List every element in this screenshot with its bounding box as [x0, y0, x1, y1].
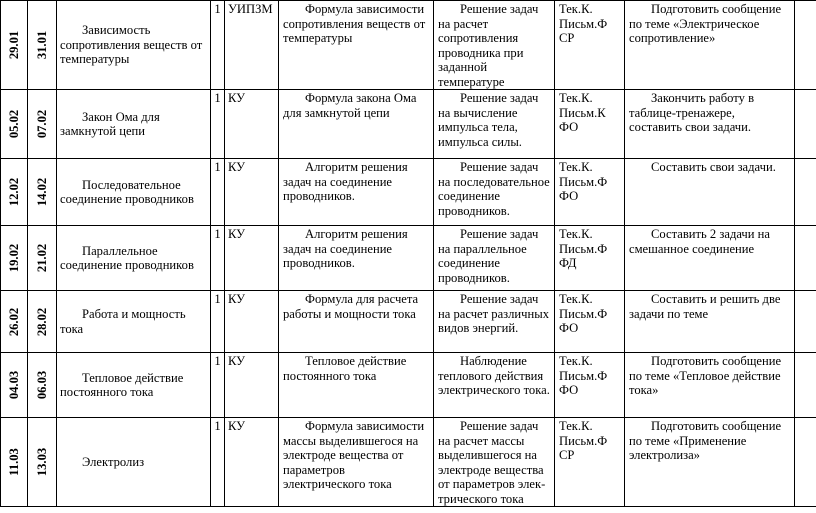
date-cell — [1, 90, 28, 159]
content-cell — [279, 1, 434, 90]
practice-text: Решение задач на последовательное соединение проводников. — [438, 160, 550, 218]
control-text: Тек.К. Письм.Ф ФО — [559, 354, 608, 397]
content-cell — [279, 226, 434, 291]
content-text: Формула зависимости сопротивления веществ от температуры — [283, 2, 426, 45]
content-cell — [279, 159, 434, 226]
date-cell — [1, 159, 28, 226]
date-start: 26.02 — [6, 307, 21, 336]
control-cell — [555, 353, 625, 418]
content-cell — [279, 418, 434, 507]
hours-cell — [211, 90, 225, 159]
table-row — [1, 90, 816, 159]
practice-cell — [434, 1, 555, 90]
control-cell — [555, 90, 625, 159]
lesson-type-text: КУ — [228, 419, 246, 433]
empty-cell — [795, 353, 816, 418]
homework-text: Подготовить сообщение по теме «Применение электролиза» — [629, 419, 782, 462]
lesson-type-cell — [225, 226, 279, 291]
date-start: 05.02 — [6, 109, 21, 139]
lesson-type-cell — [225, 1, 279, 90]
control-text: Тек.К. Письм.Ф СР — [559, 419, 608, 462]
topic-cell — [57, 418, 211, 507]
date-cell — [1, 418, 28, 507]
lesson-type-text: КУ — [228, 160, 246, 174]
control-cell — [555, 226, 625, 291]
topic-cell — [57, 353, 211, 418]
homework-cell — [625, 159, 795, 226]
table-row — [1, 159, 816, 226]
control-text: Тек.К. Письм.Ф СР — [559, 2, 608, 45]
lesson-type-text: КУ — [228, 354, 246, 368]
content-text: Алгоритм решения задач на соединение проводников. — [283, 227, 408, 270]
control-cell — [555, 1, 625, 90]
topic-text: Электролиз — [82, 454, 145, 469]
homework-text: Составить свои задачи. — [651, 160, 776, 174]
homework-text: Закончить работу в таблице-тренажере, составить свои задачи. — [629, 91, 755, 134]
date-cell — [28, 353, 57, 418]
date-start: 12.02 — [6, 177, 21, 207]
hours-cell — [211, 291, 225, 353]
date-start: 11.03 — [6, 448, 21, 476]
lesson-type-text: КУ — [228, 91, 246, 105]
date-start: 04.03 — [6, 370, 21, 400]
homework-text: Подготовить сообщение по теме «Тепловое действие тока» — [629, 354, 782, 397]
content-text: Алгоритм решения задач на соединение проводников. — [283, 160, 408, 203]
control-text: Тек.К. Письм.К ФО — [559, 91, 606, 134]
hours-cell — [211, 226, 225, 291]
lesson-type-cell — [225, 90, 279, 159]
date-cell — [1, 353, 28, 418]
content-text: Формула зависимости массы выделившегося на электроде вещества от параметров электрического тока — [283, 419, 425, 491]
topic-cell — [57, 291, 211, 353]
topic-cell — [57, 159, 211, 226]
date-end: 14.02 — [34, 177, 49, 207]
date-cell — [1, 1, 28, 90]
practice-cell — [434, 418, 555, 507]
date-cell — [28, 291, 57, 353]
topic-text: Последовательное соединение проводников — [60, 177, 194, 206]
topic-text: Параллельное соединение проводников — [60, 243, 194, 272]
date-cell — [28, 90, 57, 159]
empty-cell — [795, 418, 816, 507]
practice-cell — [434, 90, 555, 159]
hours-text: 1 — [214, 227, 221, 241]
homework-cell — [625, 418, 795, 507]
practice-cell — [434, 159, 555, 226]
content-text: Тепловое действие постоянного тока — [283, 354, 407, 383]
homework-cell — [625, 353, 795, 418]
topic-text: Зависимость сопротивления веществ от температуры — [60, 23, 203, 67]
date-cell — [1, 226, 28, 291]
control-text: Тек.К. Письм.Ф ФО — [559, 292, 608, 335]
practice-text: Наблюдение теплового действия электрического тока. — [438, 354, 550, 397]
topic-cell — [57, 1, 211, 90]
date-end: 13.03 — [34, 447, 49, 477]
date-cell — [28, 418, 57, 507]
date-start: 29.01 — [6, 30, 21, 60]
practice-cell — [434, 291, 555, 353]
hours-cell — [211, 1, 225, 90]
date-end: 21.02 — [34, 243, 49, 273]
content-cell — [279, 291, 434, 353]
empty-cell — [795, 159, 816, 226]
content-text: Формула закона Ома для замкнутой цепи — [283, 91, 417, 120]
control-cell — [555, 159, 625, 226]
hours-text: 1 — [214, 419, 221, 433]
date-cell — [28, 159, 57, 226]
table-row — [1, 418, 816, 507]
date-end: 31.01 — [34, 30, 49, 60]
practice-cell — [434, 353, 555, 418]
date-cell — [28, 226, 57, 291]
control-cell — [555, 418, 625, 507]
table-body — [1, 1, 816, 507]
lesson-type-cell — [225, 418, 279, 507]
lesson-type-cell — [225, 159, 279, 226]
practice-text: Решение задач на расчет различных видов энергий. — [438, 292, 549, 335]
topic-cell — [57, 226, 211, 291]
table-row — [1, 291, 816, 353]
lesson-type-text: КУ — [228, 292, 246, 306]
date-cell — [1, 291, 28, 353]
homework-cell — [625, 1, 795, 90]
date-end: 07.02 — [34, 109, 49, 139]
hours-text: 1 — [214, 2, 221, 16]
topic-text: Тепловое действие постоянного тока — [60, 370, 184, 399]
homework-text: Подготовить сообщение по теме «Электрическое сопротивление» — [629, 2, 782, 45]
hours-text: 1 — [214, 91, 221, 105]
table-row — [1, 353, 816, 418]
homework-cell — [625, 90, 795, 159]
date-cell — [28, 1, 57, 90]
hours-cell — [211, 418, 225, 507]
topic-text: Закон Ома для замкнутой цепи — [60, 109, 160, 138]
lesson-type-cell — [225, 353, 279, 418]
lesson-type-text: КУ — [228, 227, 246, 241]
homework-text: Составить 2 задачи на смешанное соединение — [629, 227, 770, 256]
content-cell — [279, 90, 434, 159]
date-end: 06.03 — [34, 370, 49, 400]
table-row — [1, 226, 816, 291]
table-row — [1, 1, 816, 90]
practice-text: Решение задач на параллельное соединение проводников. — [438, 227, 539, 285]
empty-cell — [795, 1, 816, 90]
content-cell — [279, 353, 434, 418]
practice-text: Решение задач на расчет массы выделившегося на электроде вещества от параметров элек-трического тока — [438, 419, 546, 506]
topic-cell — [57, 90, 211, 159]
empty-cell — [795, 90, 816, 159]
hours-text: 1 — [214, 354, 221, 368]
homework-cell — [625, 291, 795, 353]
lesson-type-cell — [225, 291, 279, 353]
homework-cell — [625, 226, 795, 291]
empty-cell — [795, 291, 816, 353]
hours-cell — [211, 353, 225, 418]
hours-cell — [211, 159, 225, 226]
control-text: Тек.К. Письм.Ф ФО — [559, 160, 608, 203]
practice-text: Решение задач на вычисление импульса тела, импульса силы. — [438, 91, 539, 149]
hours-text: 1 — [214, 292, 221, 306]
homework-text: Составить и решить две задачи по теме — [629, 292, 781, 321]
lesson-type-text: УИПЗМ — [228, 2, 273, 16]
control-cell — [555, 291, 625, 353]
date-start: 19.02 — [6, 243, 21, 273]
practice-text: Решение задач на расчет сопротивления проводника при заданной температуре — [438, 2, 539, 89]
content-text: Формула для расчета работы и мощности тока — [283, 292, 419, 321]
practice-cell — [434, 226, 555, 291]
control-text: Тек.К. Письм.Ф ФД — [559, 227, 608, 270]
date-end: 28.02 — [34, 307, 49, 336]
topic-text: Работа и мощность тока — [60, 307, 186, 336]
empty-cell — [795, 226, 816, 291]
hours-text: 1 — [214, 160, 221, 174]
